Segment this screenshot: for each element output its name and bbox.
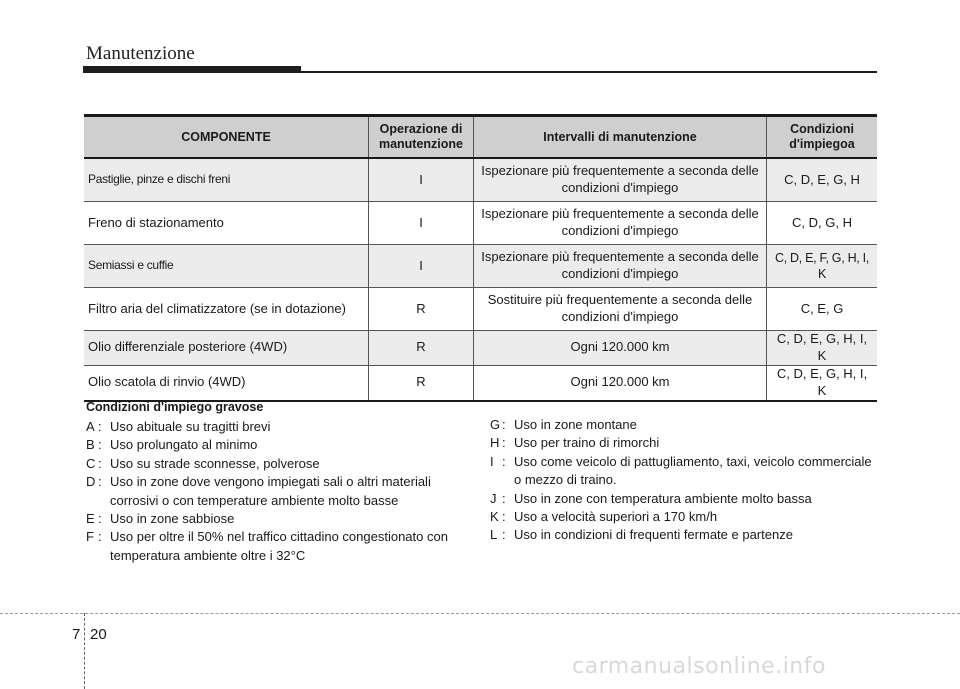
condition-letter: F — [86, 529, 94, 545]
condition-letter: B — [86, 437, 95, 453]
list-item — [490, 508, 880, 526]
maintenance-table — [84, 114, 877, 402]
list-item — [86, 473, 471, 510]
footer-divider — [84, 613, 85, 689]
condition-letter: C — [86, 455, 96, 471]
cell-conditions: C, D, E, G, H, I, K — [767, 331, 878, 366]
conditions-title: Condizioni d'impiego gravose — [86, 400, 264, 414]
condition-text: Uso in zone sabbiose — [110, 511, 235, 527]
cell-component: Semiassi e cuffie — [84, 245, 369, 288]
cell-interval: Ispezionare più frequentemente a seconda delle condizioni d'impiego — [474, 245, 767, 288]
colon: : — [98, 455, 102, 471]
header-rule — [301, 71, 877, 73]
cell-conditions: C, D, G, H — [767, 202, 878, 245]
condition-text: Uso per traino di rimorchi — [514, 435, 660, 451]
condition-text: Uso prolungato al minimo — [110, 437, 258, 453]
colon: : — [98, 511, 102, 527]
cell-component: Olio differenziale posteriore (4WD) — [84, 331, 369, 366]
watermark: carmanualsonline.info — [572, 654, 826, 679]
list-item — [490, 434, 880, 452]
table-row — [84, 245, 877, 288]
cell-operation: I — [369, 202, 474, 245]
condition-text: Uso su strade sconnesse, polverose — [110, 455, 320, 471]
condition-letter: G — [490, 417, 501, 432]
colon: : — [502, 509, 506, 525]
cell-operation: R — [369, 365, 474, 400]
colon: : — [502, 435, 506, 451]
cell-conditions: C, D, E, G, H, I, K — [767, 365, 878, 400]
colon: : — [502, 453, 506, 469]
condition-text: Uso in zone montane — [514, 417, 637, 432]
condition-letter: I — [490, 453, 494, 469]
colon: : — [98, 474, 102, 490]
cell-interval: Ispezionare più frequentemente a seconda delle condizioni d'impiego — [474, 158, 767, 202]
header-bar — [83, 66, 301, 73]
header-operation: Operazione di manutenzione — [369, 116, 474, 159]
condition-letter: J — [490, 490, 497, 506]
cell-operation: I — [369, 245, 474, 288]
cell-operation: R — [369, 288, 474, 331]
table-header-row — [84, 116, 877, 159]
chapter-number: 7 — [72, 626, 81, 643]
condition-letter: H — [490, 435, 500, 451]
header-interval: Intervalli di manutenzione — [474, 116, 767, 159]
condition-text: Uso in zone dove vengono impiegati sali o altri materiali corrosivi o con temperature ambiente molto basse — [110, 474, 431, 508]
colon: : — [98, 529, 102, 545]
table-row — [84, 365, 877, 400]
colon: : — [98, 437, 102, 453]
condition-letter: A — [86, 419, 95, 434]
list-item — [86, 455, 471, 473]
conditions-list-right — [490, 416, 880, 545]
cell-operation: I — [369, 158, 474, 202]
colon: : — [502, 527, 506, 543]
cell-conditions: C, E, G — [767, 288, 878, 331]
list-item — [490, 416, 880, 434]
list-item — [490, 490, 880, 508]
condition-text: Uso in condizioni di frequenti fermate e partenze — [514, 527, 793, 543]
cell-conditions: C, D, E, F, G, H, I, K — [767, 245, 878, 288]
cell-conditions: C, D, E, G, H — [767, 158, 878, 202]
condition-letter: K — [490, 509, 499, 525]
list-item — [86, 436, 471, 454]
cell-interval: Ogni 120.000 km — [474, 365, 767, 400]
condition-text: Uso in zone con temperatura ambiente molto bassa — [514, 490, 812, 506]
list-item — [86, 528, 471, 565]
list-item — [490, 453, 880, 490]
list-item — [86, 418, 471, 436]
list-item — [86, 510, 471, 528]
cell-interval: Ispezionare più frequentemente a seconda delle condizioni d'impiego — [474, 202, 767, 245]
table-row — [84, 202, 877, 245]
condition-text: Uso come veicolo di pattugliamento, taxi, veicolo commerciale o mezzo di traino. — [514, 453, 872, 488]
condition-letter: L — [490, 527, 498, 543]
condition-text: Uso abituale su tragitti brevi — [110, 419, 271, 434]
page-number: 20 — [90, 626, 107, 643]
condition-text: Uso per oltre il 50% nel traffico cittadino congestionato con temperatura ambiente oltre i 32°C — [110, 529, 448, 563]
condition-letter: D — [86, 474, 96, 490]
cell-component: Olio scatola di rinvio (4WD) — [84, 365, 369, 400]
colon: : — [98, 419, 102, 434]
table-row — [84, 158, 877, 202]
list-item — [490, 526, 880, 544]
table-row — [84, 288, 877, 331]
cell-component: Filtro aria del climatizzatore (se in dotazione) — [84, 288, 369, 331]
conditions-list-left — [86, 418, 471, 565]
section-title: Manutenzione — [86, 43, 195, 64]
colon: : — [502, 490, 506, 506]
cell-interval: Sostituire più frequentemente a seconda delle condizioni d'impiego — [474, 288, 767, 331]
table-row — [84, 331, 877, 366]
cell-component: Freno di stazionamento — [84, 202, 369, 245]
condition-letter: E — [86, 511, 95, 527]
colon: : — [502, 417, 506, 432]
condition-text: Uso a velocità superiori a 170 km/h — [514, 509, 718, 525]
cell-component: Pastiglie, pinze e dischi freni — [84, 158, 369, 202]
footer-rule — [0, 613, 960, 614]
cell-interval: Ogni 120.000 km — [474, 331, 767, 366]
cell-operation: R — [369, 331, 474, 366]
header-conditions: Condizioni d'impiegoa — [767, 116, 878, 159]
header-component: COMPONENTE — [84, 116, 369, 159]
